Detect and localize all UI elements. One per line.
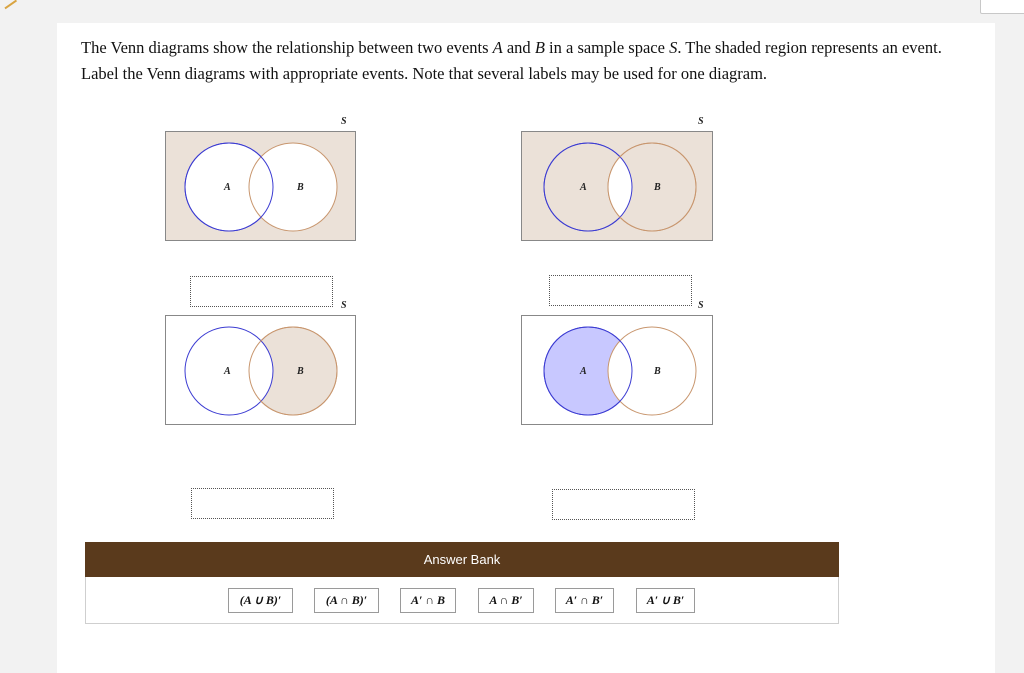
answer-chip[interactable]: A ∩ B′ [478,588,534,613]
answer-bank-title: Answer Bank [85,542,839,577]
circle-b-label: B [297,182,304,193]
label-drop-zone-2[interactable] [549,275,692,306]
sample-space-label: S [341,300,347,311]
circle-b-label: B [297,366,304,377]
circle-a-label: A [580,182,587,193]
answer-chip[interactable]: A′ ∪ B′ [636,588,695,613]
circle-b-label: B [654,182,661,193]
answer-chip[interactable]: A′ ∩ B′ [555,588,614,613]
answer-chip[interactable]: (A ∩ B)′ [314,588,379,613]
answer-chip[interactable]: A′ ∩ B [400,588,456,613]
sample-space-label: S [698,116,704,127]
answer-chip[interactable]: (A ∪ B)′ [228,588,293,613]
label-drop-zone-4[interactable] [552,489,695,520]
circle-a-label: A [224,366,231,377]
label-drop-zone-3[interactable] [191,488,334,519]
sample-space-label: S [341,116,347,127]
answer-bank [85,577,839,624]
circle-a-label: A [580,366,587,377]
venn-diagram-4 [521,315,714,426]
sample-space-label: S [698,300,704,311]
venn-diagram-3 [165,315,357,426]
toolbar-button[interactable] [980,0,1024,14]
question-prompt: The Venn diagrams show the relationship between two events A and B in a sample space S. The shaded region represents an event. Label the Venn diagrams with appropriate events. Note that several labels may be used for one diagram. [81,38,942,83]
venn-diagram-1 [165,131,357,242]
venn-diagram-2 [521,131,714,242]
circle-b-label: B [654,366,661,377]
pencil-icon [1,0,17,9]
circle-a-label: A [224,182,231,193]
label-drop-zone-1[interactable] [190,276,333,307]
